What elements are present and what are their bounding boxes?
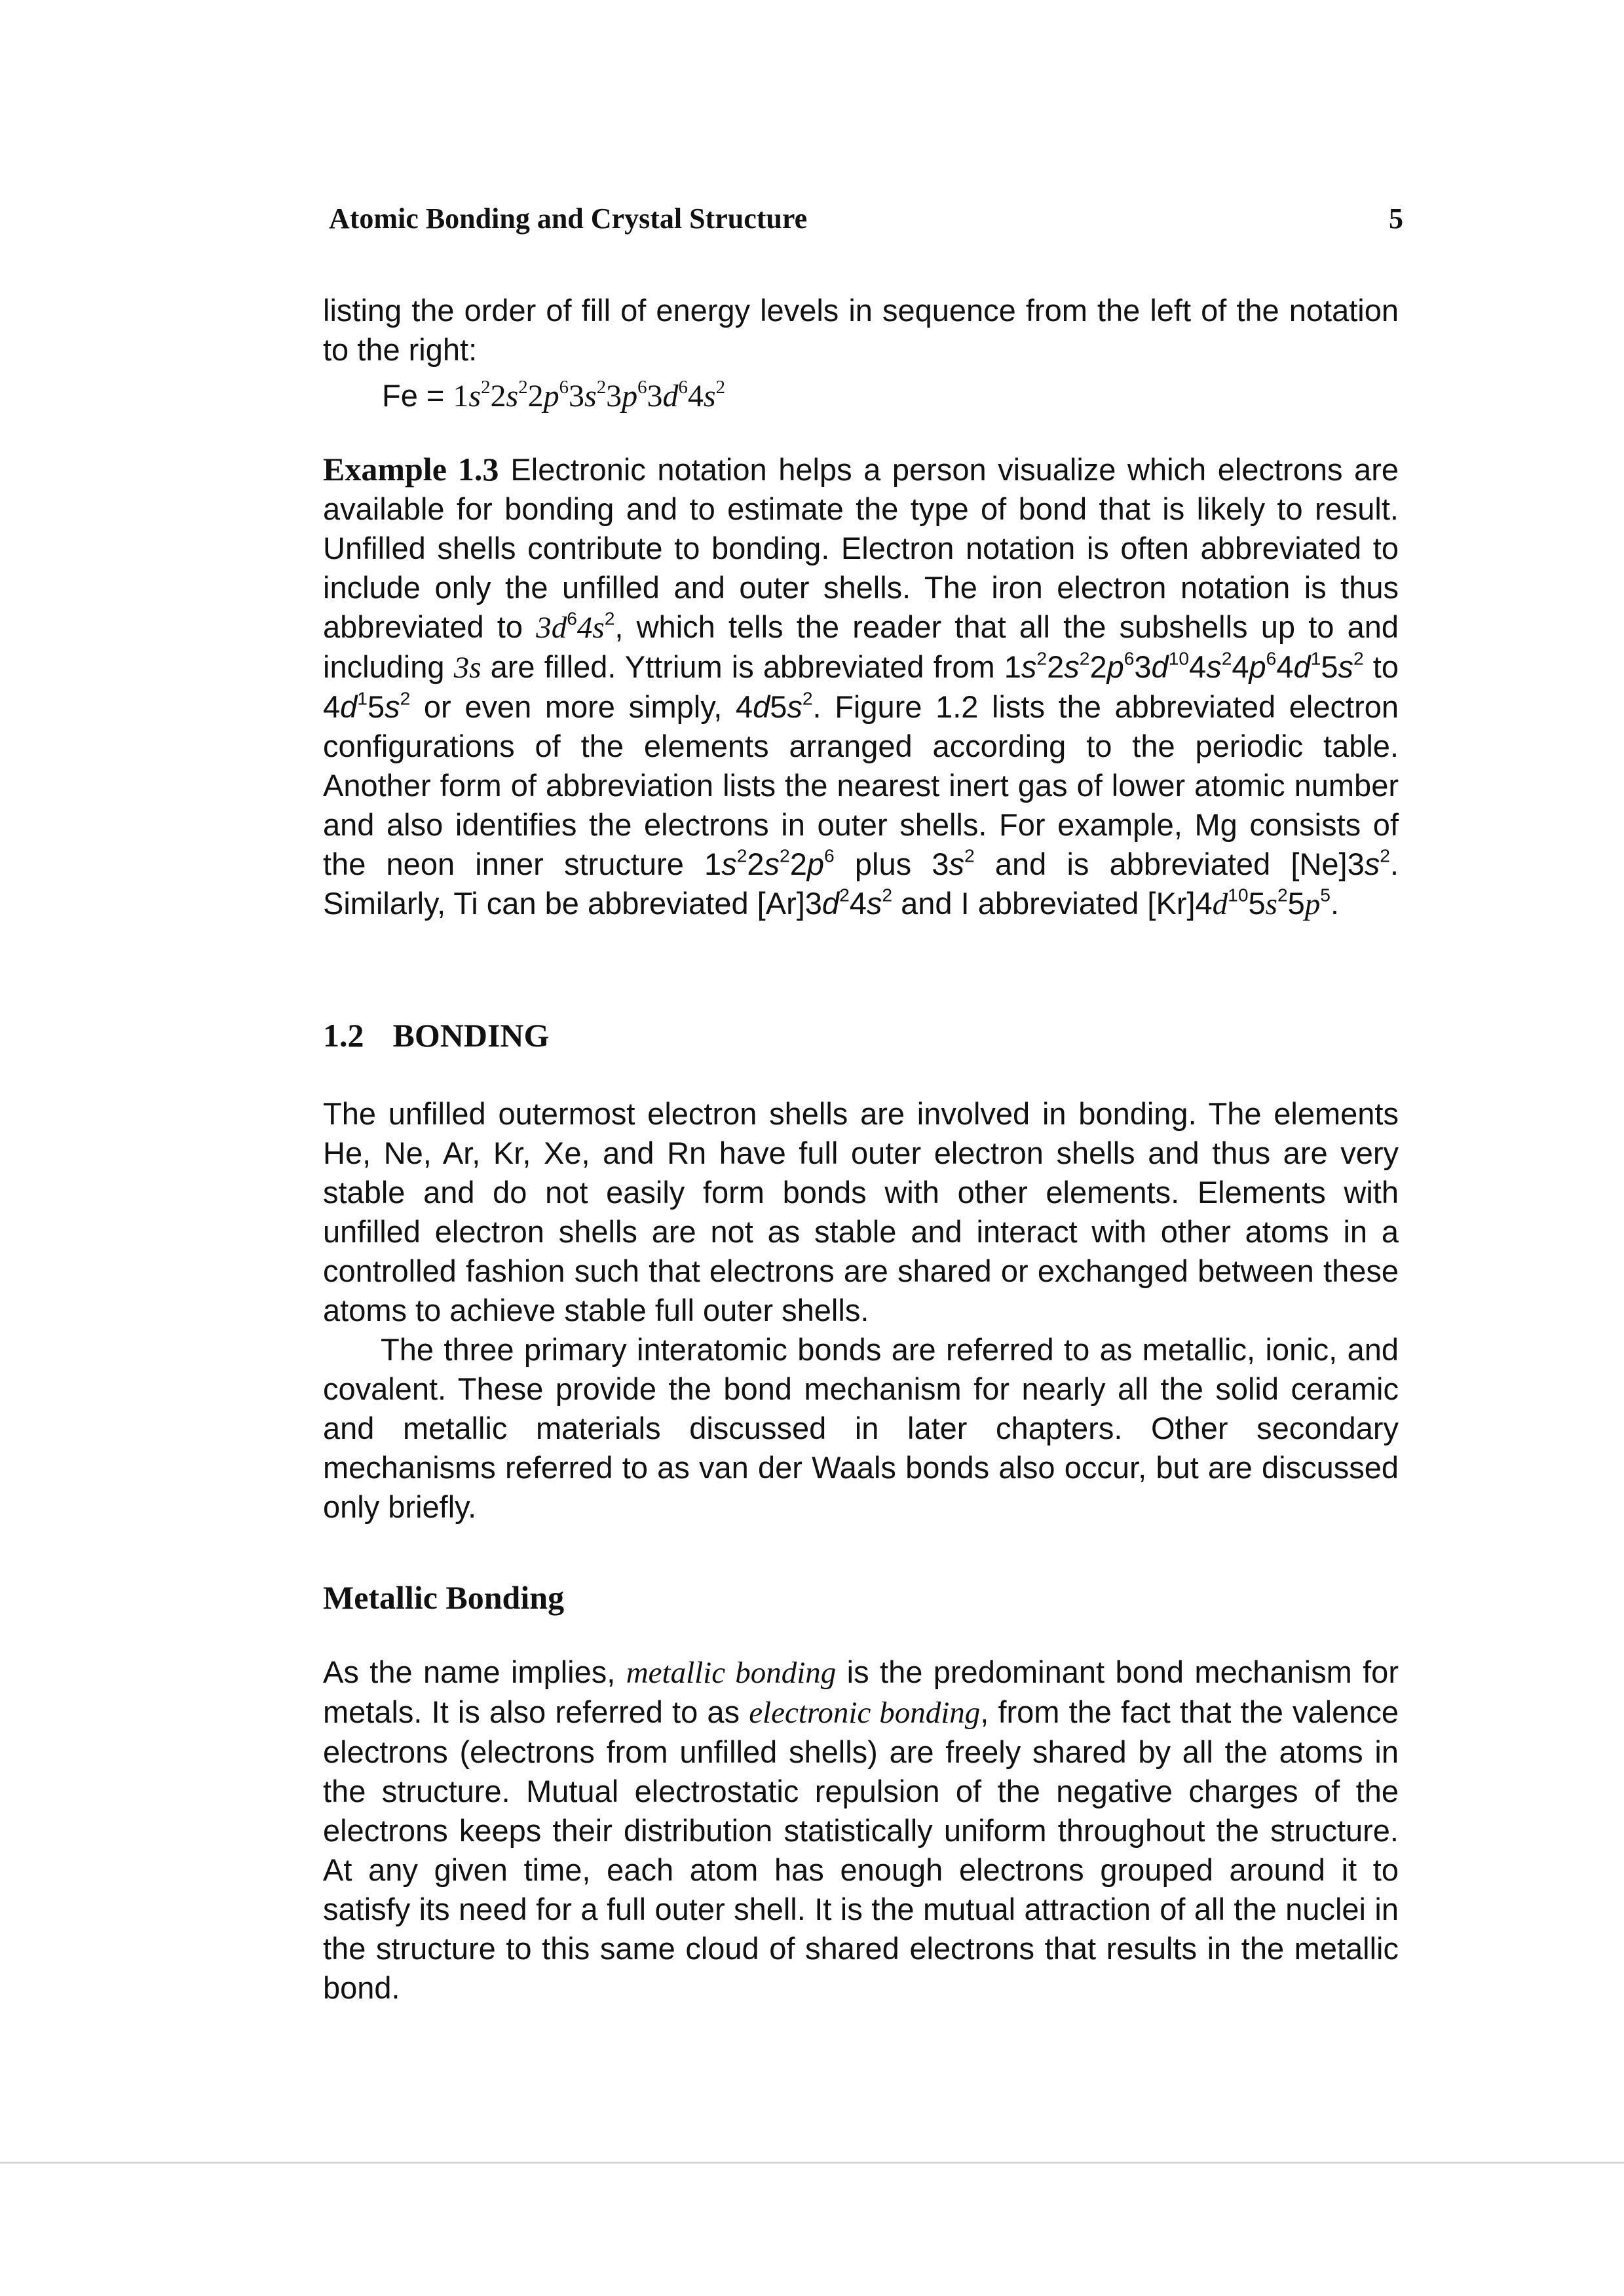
running-title: Atomic Bonding and Crystal Structure <box>329 202 808 235</box>
subsection-heading: Metallic Bonding <box>323 1579 565 1616</box>
electron-configuration-equation <box>382 376 725 416</box>
metallic-bonding-paragraph: As the name implies, metallic bonding is the predominant bond mechanism for metals. It is also referred to as electronic bonding, from the fact that the valence electrons (electrons from unfilled shells) are freely shared by all the atoms in the structure. Mutual electrostatic repulsion of the negative charges of the electrons keeps their distribution statistically uniform throughout the structure. At any given time, each atom has enough electrons grouped around it to satisfy its need for a full outer shell. It is the mutual attraction of all the nuclei in the structure to this same cloud of shared electrons that results in the metallic bond. <box>323 1655 1399 2005</box>
section-heading <box>323 1016 549 1055</box>
bonding-paragraph-1: The unfilled outermost electron shells are involved in bonding. The elements He, Ne, Ar, Kr, Xe, and Rn have full outer electron shells and thus are very stable and do not easily form bonds with other elements. Elements with unfilled electron shells are not as stable and interact with other atoms in a controlled fashion such that electrons are shared or exchanged between these atoms to achieve stable full outer shells. <box>323 1096 1399 1328</box>
intro-paragraph: listing the order of fill of energy levels in sequence from the left of the notation to the right: <box>323 293 1399 367</box>
example-label: Example 1.3 <box>323 451 499 488</box>
section-number: 1.2 <box>323 1017 364 1054</box>
example-paragraph <box>323 450 1399 924</box>
page-number: 5 <box>1389 202 1403 235</box>
section-title: BONDING <box>392 1017 550 1054</box>
example-text: Electronic notation helps a person visualize which electrons are available for bonding and to estimate the type of bond that is likely to result. Unfilled shells contribute to bonding. Electron notation is often abbreviated to include only the unfilled and outer shells. The iron electron notation is thus abbreviated to $3d^64s^2$, which tells the reader that all the subshells up to and including 3s are filled. Yttrium is abbreviated from $1s^22s^22p^63d^{10}4s^24p^64d^15s^2$ to $4d^15s^2$ or even more simply, $4d5s^2$. Figure 1.2 lists the abbreviated electron configurations of the elements arranged according to the periodic table. Another form of abbreviation lists the nearest inert gas of lower atomic number and also identifies the electrons in outer shells. For example, Mg consists of the neon inner structure $1s^22s^22p^6$ plus $3s^2$ and is abbreviated $[Ne]3s^2$. Similarly, Ti can be abbreviated $[Ar]3d^24s^2$ and I abbreviated $[Kr]4d^{10}5s^25p^5$. <box>323 452 1399 921</box>
equation-lhs: Fe = <box>382 378 445 413</box>
bonding-paragraph-2: The three primary interatomic bonds are referred to as metallic, ionic, and covalent. These provide the bond mechanism for nearly all the solid ceramic and metallic materials discussed in later chapters. Other secondary mechanisms referred to as van der Waals bonds also occur, but are discussed only briefly. <box>323 1332 1399 1524</box>
page-bottom-divider <box>0 2162 1624 2164</box>
equation-rhs: $1s^22s^22p^63s^23p^63d^64s^2$ <box>453 376 726 413</box>
running-header <box>329 202 1403 241</box>
